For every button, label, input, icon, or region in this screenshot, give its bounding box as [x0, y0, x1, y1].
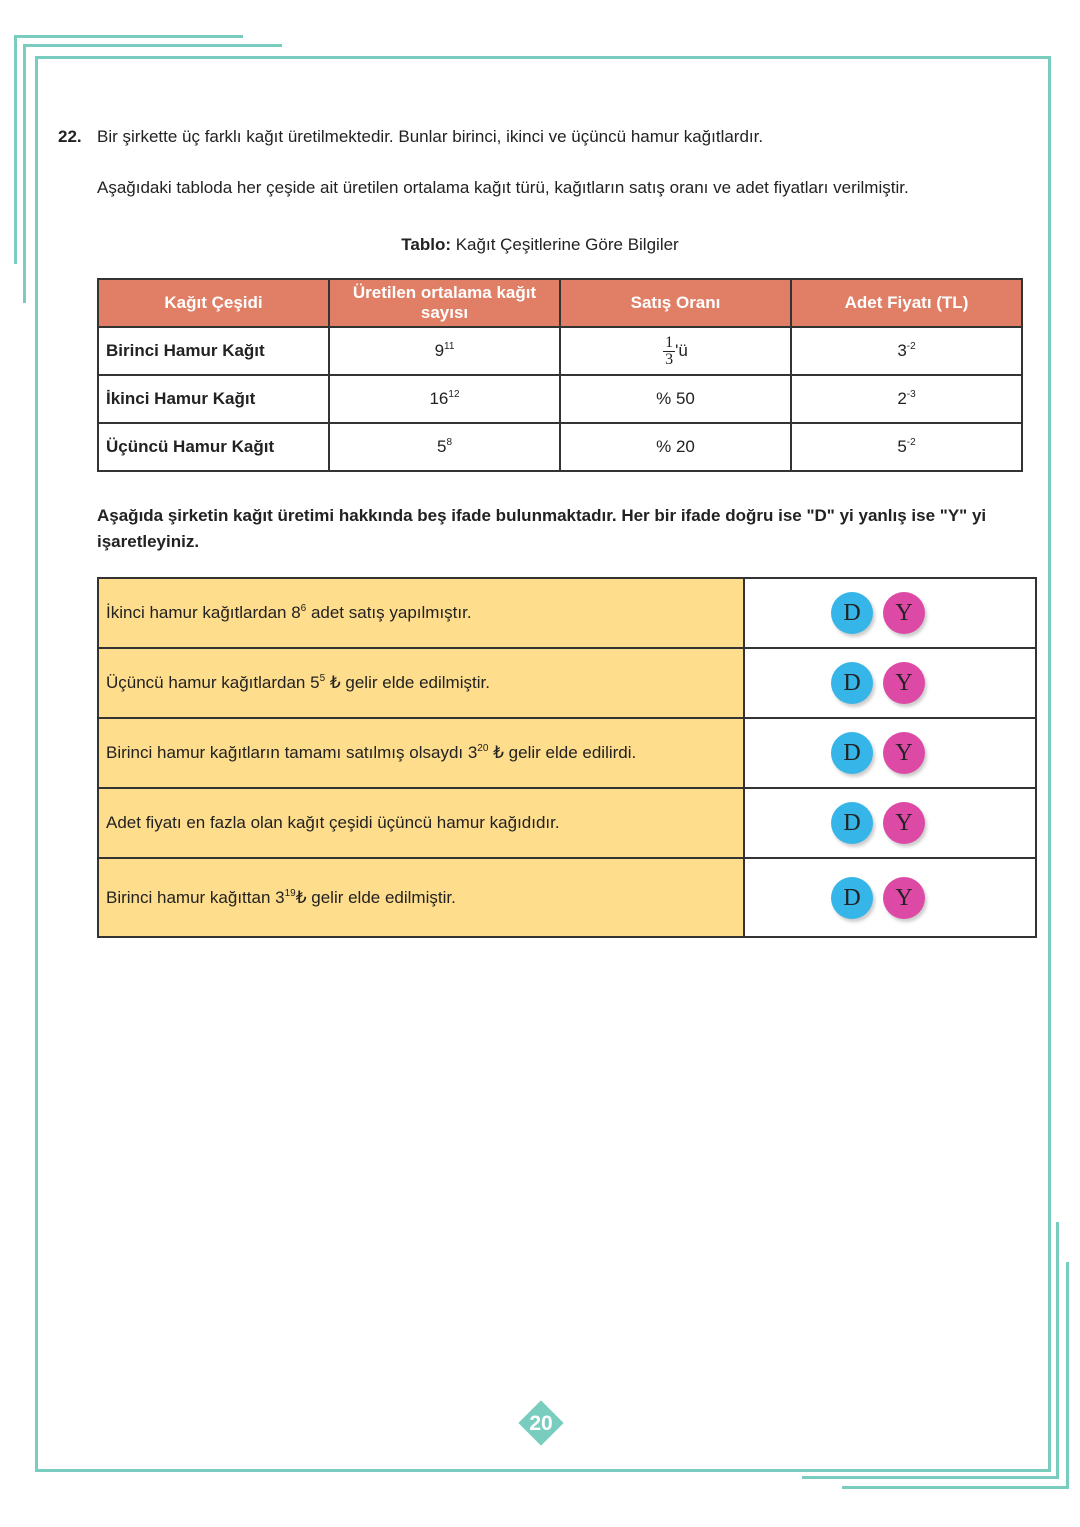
- statement-row: [98, 858, 1036, 937]
- statement-row: [98, 718, 1036, 788]
- option-d-button[interactable]: D: [831, 877, 873, 919]
- paper-info-table: [97, 278, 1023, 472]
- statement-text: Üçüncü hamur kağıtlardan $5^5$ ₺ gelir elde edilmiştir.: [98, 648, 744, 718]
- table-row: [98, 423, 1022, 471]
- table-row: [98, 327, 1022, 375]
- header-paper-type: Kağıt Çeşidi: [98, 279, 329, 327]
- option-y-button[interactable]: Y: [883, 732, 925, 774]
- page-number-badge: [519, 1401, 563, 1445]
- option-y-button[interactable]: Y: [883, 877, 925, 919]
- table-caption: [0, 235, 1080, 255]
- statement-row: [98, 648, 1036, 718]
- question-number: 22.: [58, 127, 82, 146]
- row-price: $5^{-2}$: [791, 423, 1022, 471]
- row-price: $3^{-2}$: [791, 327, 1022, 375]
- row-count: $5^8$: [329, 423, 560, 471]
- option-d-button[interactable]: D: [831, 662, 873, 704]
- page-number: 20: [529, 1412, 553, 1435]
- row-price: $2^{-3}$: [791, 375, 1022, 423]
- header-avg-count: Üretilen ortalama kağıt sayısı: [329, 279, 560, 327]
- question-description: Aşağıdaki tabloda her çeşide ait üretilen ortalama kağıt türü, kağıtların satış oranı ve adet fiyatları verilmiştir.: [97, 178, 909, 197]
- row-ratio: $\frac{1}{3}$ 'ü: [560, 327, 791, 375]
- row-ratio: % 20: [560, 423, 791, 471]
- option-y-button[interactable]: Y: [883, 802, 925, 844]
- question-intro: Bir şirkette üç farklı kağıt üretilmektedir. Bunlar birinci, ikinci ve üçüncü hamur kağıtlardır.: [97, 127, 764, 146]
- corner-accent-bottom-right-outer: [842, 1262, 1069, 1489]
- fraction: $\frac{1}{3}$: [665, 333, 674, 368]
- statement-text: Birinci hamur kağıtların tamamı satılmış olsaydı $3^{20}$ ₺ gelir elde edilirdi.: [98, 718, 744, 788]
- corner-accent-top-left-outer: [23, 44, 282, 303]
- statement-row: [98, 788, 1036, 858]
- header-unit-price: Adet Fiyatı (TL): [791, 279, 1022, 327]
- row-count: $16^{12}$: [329, 375, 560, 423]
- row-count: $9^{11}$: [329, 327, 560, 375]
- statement-text: Birinci hamur kağıttan $3^{19}₺$ gelir elde edilmiştir.: [98, 858, 744, 937]
- option-d-button[interactable]: D: [831, 592, 873, 634]
- option-d-button[interactable]: D: [831, 732, 873, 774]
- caption-text: Kağıt Çeşitlerine Göre Bilgiler: [451, 235, 679, 254]
- option-d-button[interactable]: D: [831, 802, 873, 844]
- table-header-row: [98, 279, 1022, 327]
- instruction-text: Aşağıda şirketin kağıt üretimi hakkında beş ifade bulunmaktadır. Her bir ifade doğru ise "D" yi yanlış ise "Y" yi işaretleyiniz.: [97, 506, 987, 551]
- row-name: Birinci Hamur Kağıt: [98, 327, 329, 375]
- row-name: İkinci Hamur Kağıt: [98, 375, 329, 423]
- option-y-button[interactable]: Y: [883, 662, 925, 704]
- row-ratio: % 50: [560, 375, 791, 423]
- row-name: Üçüncü Hamur Kağıt: [98, 423, 329, 471]
- caption-label: Tablo:: [401, 235, 451, 254]
- header-sales-ratio: Satış Oranı: [560, 279, 791, 327]
- statement-row: [98, 578, 1036, 648]
- statement-text: İkinci hamur kağıtlardan $8^6$ adet satış yapılmıştır.: [98, 578, 744, 648]
- statement-text: Adet fiyatı en fazla olan kağıt çeşidi üçüncü hamur kağıdıdır.: [98, 788, 744, 858]
- true-false-table: [97, 577, 1037, 938]
- option-y-button[interactable]: Y: [883, 592, 925, 634]
- table-row: [98, 375, 1022, 423]
